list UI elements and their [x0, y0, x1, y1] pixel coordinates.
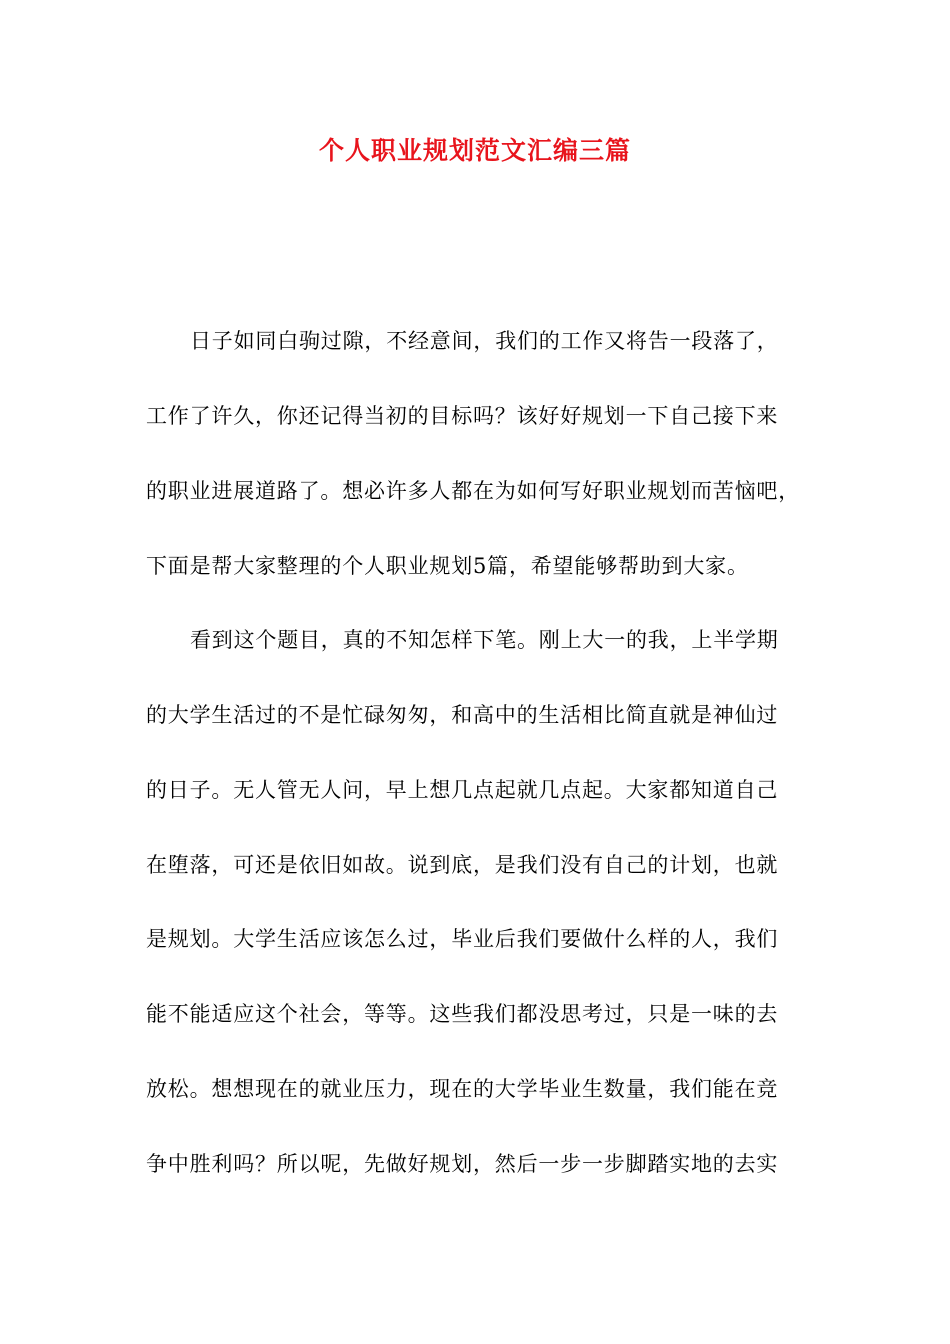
paragraph-line: 看到这个题目，真的不知怎样下笔。刚上大一的我，上半学期: [190, 628, 779, 652]
paragraph-line: 日子如同白驹过隙，不经意间，我们的工作又将告一段落了，: [190, 329, 779, 353]
paragraph-line: 放松。想想现在的就业压力，现在的大学毕业生数量，我们能在竞: [146, 1077, 779, 1101]
paragraph-line: 的大学生活过的不是忙碌匆匆，和高中的生活相比简直就是神仙过: [146, 703, 779, 727]
paragraph-line: 下面是帮大家整理的个人职业规划5篇，希望能够帮助到大家。: [146, 554, 749, 578]
paragraph-line: 的职业进展道路了。想必许多人都在为如何写好职业规划而苦恼吧，: [146, 479, 800, 503]
paragraph-line: 是规划。大学生活应该怎么过，毕业后我们要做什么样的人，我们: [146, 927, 779, 951]
paragraph-line: 工作了许久，你还记得当初的目标吗？该好好规划一下自己接下来: [146, 404, 779, 428]
paragraph-line: 的日子。无人管无人问，早上想几点起就几点起。大家都知道自己: [146, 778, 779, 802]
paragraph-line: 能不能适应这个社会，等等。这些我们都没思考过，只是一味的去: [146, 1002, 779, 1026]
document-title: 个人职业规划范文汇编三篇: [318, 136, 631, 165]
paragraph-line: 争中胜利吗？所以呢，先做好规划，然后一步一步脚踏实地的去实: [146, 1152, 779, 1176]
paragraph-line: 在堕落，可还是依旧如故。说到底，是我们没有自己的计划，也就: [146, 853, 779, 877]
